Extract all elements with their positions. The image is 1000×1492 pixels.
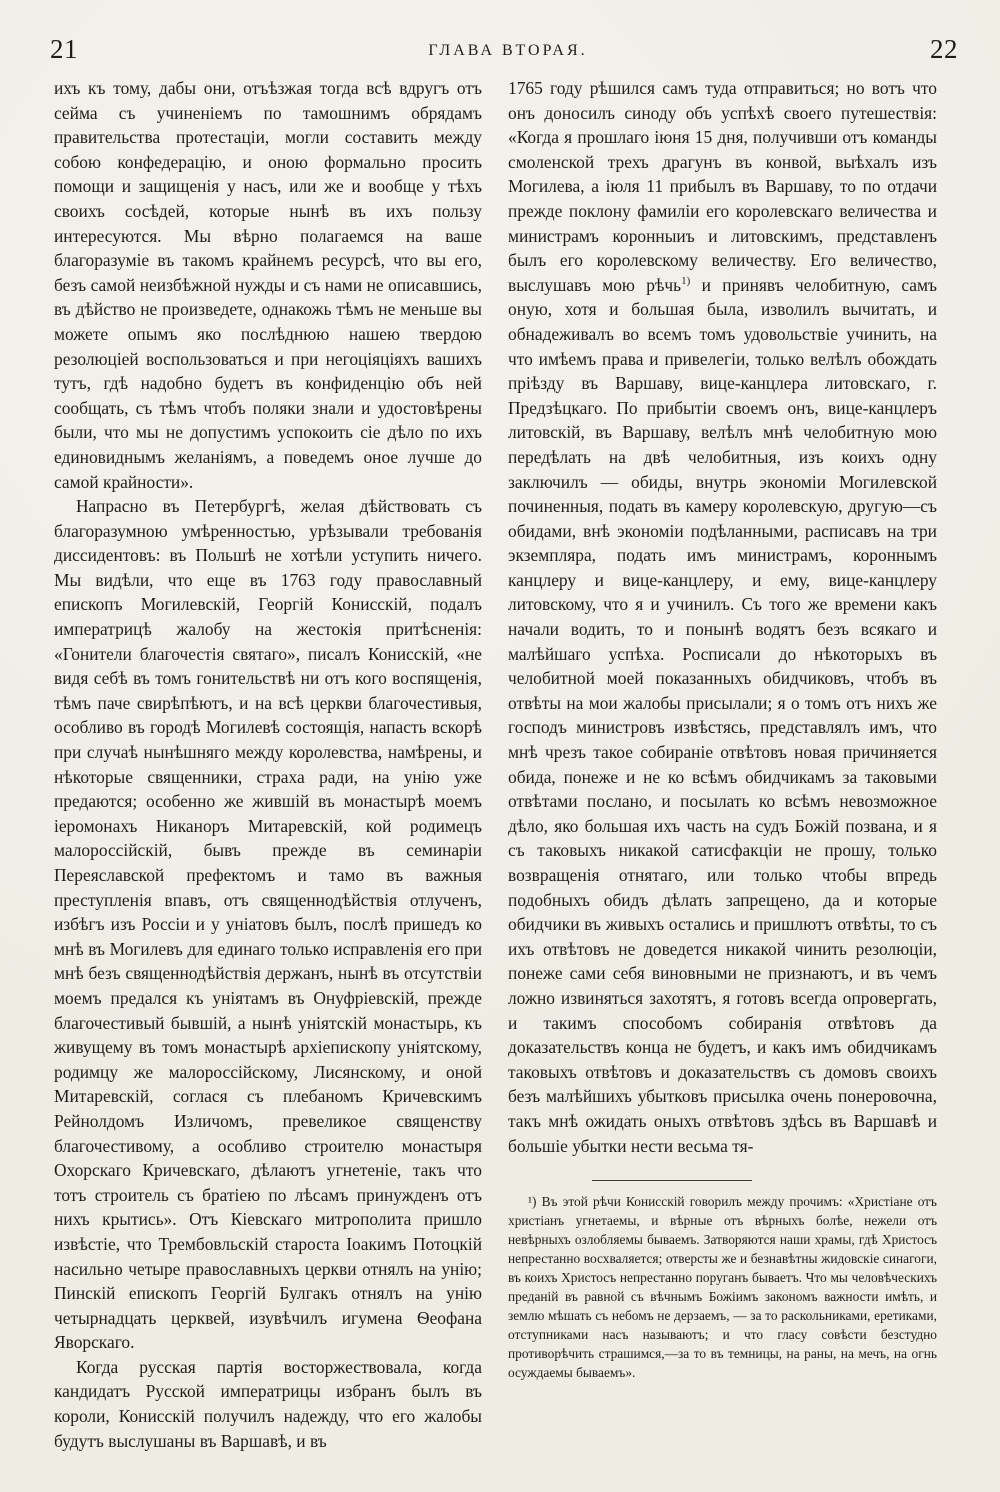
- right-paragraph-1-start: 1765 году рѣшился самъ туда отправиться; но вотъ что онъ доносилъ синоду объ успѣхѣ своего путешествія: «Когда я прошлаго іюня 15 дня, получивши отъ команды смоленской трехъ драгунъ въ конвой, выѣхалъ изъ Могилева, а іюля 11 прибылъ въ Варшаву, то по отдачи прежде поклону фамиліи его королевскаго величества и министрамъ коронныиъ и литовскимъ, представленъ былъ его королевскому величеству. Его величество, выслушавъ мою рѣчь: [508, 78, 937, 295]
- footnote-text: ¹) Въ этой рѣчи Конисскій говорилъ между прочимъ: «Христіане отъ христіанъ угнетаемы, и вѣрные отъ вѣрныхъ болѣе, нежели отъ невѣрныхъ озлобляемы бываемъ. Затворяются наши храмы, гдѣ Христосъ непрестанно восхваляется; отверсты же и безнавѣтны жидовскіе синагоги, въ коихъ Христосъ непрестанно поруганъ бываетъ. Что мы человѣческихъ преданій въ равной съ вѣчнымъ Божіимъ закономъ важности имѣть, и землю мѣшать съ небомъ не дерзаемъ, — за то раскольниками, еретиками, отступниками насъ называютъ; и что гласу совѣсти безстудно противорѣчить страшимся,—за то въ темницы, на раны, на мечъ, на огнь осуждаемы бываемъ».: [508, 1194, 937, 1380]
- page-number-right: 22: [930, 34, 958, 64]
- page-number-left: 21: [50, 34, 78, 64]
- left-paragraph-2: Напрасно въ Петербургѣ, желая дѣйствовать съ благоразумною умѣренностью, урѣзывали требованія диссидентовъ: въ Польшѣ не хотѣли уступить ничего. Мы видѣли, что еще въ 1763 году православный епископъ Могилевскій, Георгій Конисскій, подалъ императрицѣ жалобу на жестокія притѣсненія: «Гонители благочестія святаго», писалъ Конисскій, «не видя себѣ въ томъ гонительствѣ ни отъ кого воспященія, тѣмъ паче свирѣпѣютъ, и на всѣ церкви благочестивыя, особливо въ городѣ Могилевѣ состоящія, напасть вскорѣ при случаѣ нынѣшняго между королевства, намѣрены, и нѣкоторые священники, страха ради, на унію уже предаются; особенно же жившій въ монастырѣ моемъ іеромонахъ Никаноръ Митаревскій, кой родимецъ малороссійскій, бывъ прежде въ семинаріи Переяславской префектомъ и тамо въ важныя преступленія впавъ, отъ священнодѣйствія отлученъ, избѣгъ изъ Россіи и у уніатовъ былъ, послѣ пришедъ ко мнѣ въ Могилевъ для единаго только исправленія его при мнѣ безъ священнодѣйствія держанъ, нынѣ въ отсутствіи моемъ предался къ уніятамъ въ Онуфріевскій, прежде благочестивый бывшій, а нынѣ уніятскій монастырь, къ живущему въ томъ монастырѣ архіепископу уніятскому, родимцу же малороссійскому, Лисянскому, и оной Митаревскій, соглася съ плебаномъ Кричевскимъ Рейнолдомъ Изличомъ, превеликое священству благочестивому, а особливо строителю монастыря Охорскаго Кричевскаго, дѣлаютъ угнетеніе, такъ что тотъ строитель съ братіею по лѣсамъ принужденъ отъ нихъ крытись». Отъ Кіевскаго митрополита пришло извѣстіе, что Трембовльскій староста Іоакимъ Потоцкій насильно четыре православныхъ церкви отнялъ на унію; Пинскій епископъ Георгій Булгакъ отнялъ на унію четырнадцать церквей, изувѣчилъ игумена Ѳеофана Яворскаго.: [54, 496, 482, 1353]
- right-paragraph-1-rest: и принявъ челобитную, самъ оную, хотя и большая была, изволилъ вычитать, и обнадеживалъ во всемъ томъ удовольствіе учинить, на что имѣемъ права и привелегіи, только велѣлъ обождать пріѣзду въ Варшаву, вице-канцлера литовскаго, г. Предзѣцкаго. По прибытіи своемъ онъ, вице-канцлеръ литовскій, въ Варшаву, велѣлъ мнѣ челобитную мою передѣлать на двѣ челобитныя, изъ коихъ одну заключилъ — обиды, внутрь экономіи Могилевской починенныя, подать въ камеру королевскую, другую—съ обидами, внѣ экономіи подѣланными, расписавъ на три экземпляра, подать имъ министрамъ, короннымъ канцлеру и вице-канцлеру, и ему, вице-канцлеру литовскому, что я и учинилъ. Съ того же времени какъ начали водить, то и понынѣ водятъ безъ всякаго и малѣйшаго успѣха. Росписали до нѣкоторыхъ въ челобитной моей показанныхъ обидчиковъ, чтобъ въ отвѣты на мои жалобы присылали; я о томъ отъ нихъ же господъ министровъ извѣстясь, представлялъ имъ, что мнѣ чрезъ такое собираніе отвѣтовъ новая причиняется обида, понеже и не ко всѣмъ обидчикамъ за таковыми отвѣтами послано, и посылать ко всѣмъ невозможное дѣло, яко большая ихъ часть на судъ Божій позвана, и я съ таковыхъ никакой сатисфакціи не прошу, только возвращенія отнятаго, или только чтобы впредь подобныхъ обидъ дѣлать запрещено, да и которые обидчики въ живыхъ остались и пришлютъ отвѣты, то съ ихъ отвѣтовъ не доведется никакой чинить резолюціи, понеже сами себя виновными не признаютъ, и въ чемъ ложно извиняться захотятъ, я готовъ всегда опровергать, и такимъ способомъ собиранія отвѣтовъ да доказательствъ конца не будетъ, и какъ имъ обидчикамъ таковыхъ отвѣтовъ и доказательствъ съ домовъ своихъ безъ малѣйшихъ убытковъ присылка очень понеровочна, такъ мнѣ ожидать оныхъ отвѣтовъ здѣсь въ Варшавѣ и большіе убытки нести весьма тя-: [508, 274, 937, 1156]
- page-header: [48, 34, 968, 74]
- footnote-reference[interactable]: 1): [681, 274, 691, 287]
- footnote: [508, 1192, 937, 1382]
- left-paragraph-1: ихъ къ тому, дабы они, отъѣзжая тогда всѣ вдругъ отъ сейма съ учиненіемъ по тамошнимъ обрядамъ правительства протестаціи, могли составить между собою конфедерацію, и оною формально просить помощи и защищенія у насъ, или же и вообще у тѣхъ своихъ сосѣдей, которые нынѣ въ ихъ пользу интересуются. Мы вѣрно полагаемся на ваше благоразуміе въ такомъ крайнемъ ресурсѣ, что вы его, безъ самой неизбѣжной нужды и съ нами не описавшись, въ дѣйство не произведете, однакожь тѣмъ не меньше вы можете опымъ яко послѣднюю нашею твердою резолюціей воспользоваться и при негоціяціяхъ вашихъ тутъ, гдѣ надобно будетъ въ конфиденцію объ ней сообщать, съ тѣмъ чтобъ поляки знали и удостовѣрены были, что мы не допустимъ успокоить сіе дѣло по ихъ единовиднымъ желаніямъ, а поведемъ оное лучше до самой крайности».: [54, 78, 482, 492]
- right-column: [508, 76, 937, 1158]
- footnote-divider: [592, 1180, 752, 1181]
- right-paragraph-1: [508, 76, 937, 1158]
- left-paragraph-3: Когда русская партія восторжествовала, когда кандидатъ Русской императрицы избранъ былъ въ короли, Конисскій получилъ надежду, что его жалобы будутъ выслушаны въ Варшавѣ, и въ: [54, 1356, 482, 1451]
- left-column: [54, 76, 482, 1453]
- running-title: ГЛАВА ВТОРАЯ.: [428, 42, 588, 59]
